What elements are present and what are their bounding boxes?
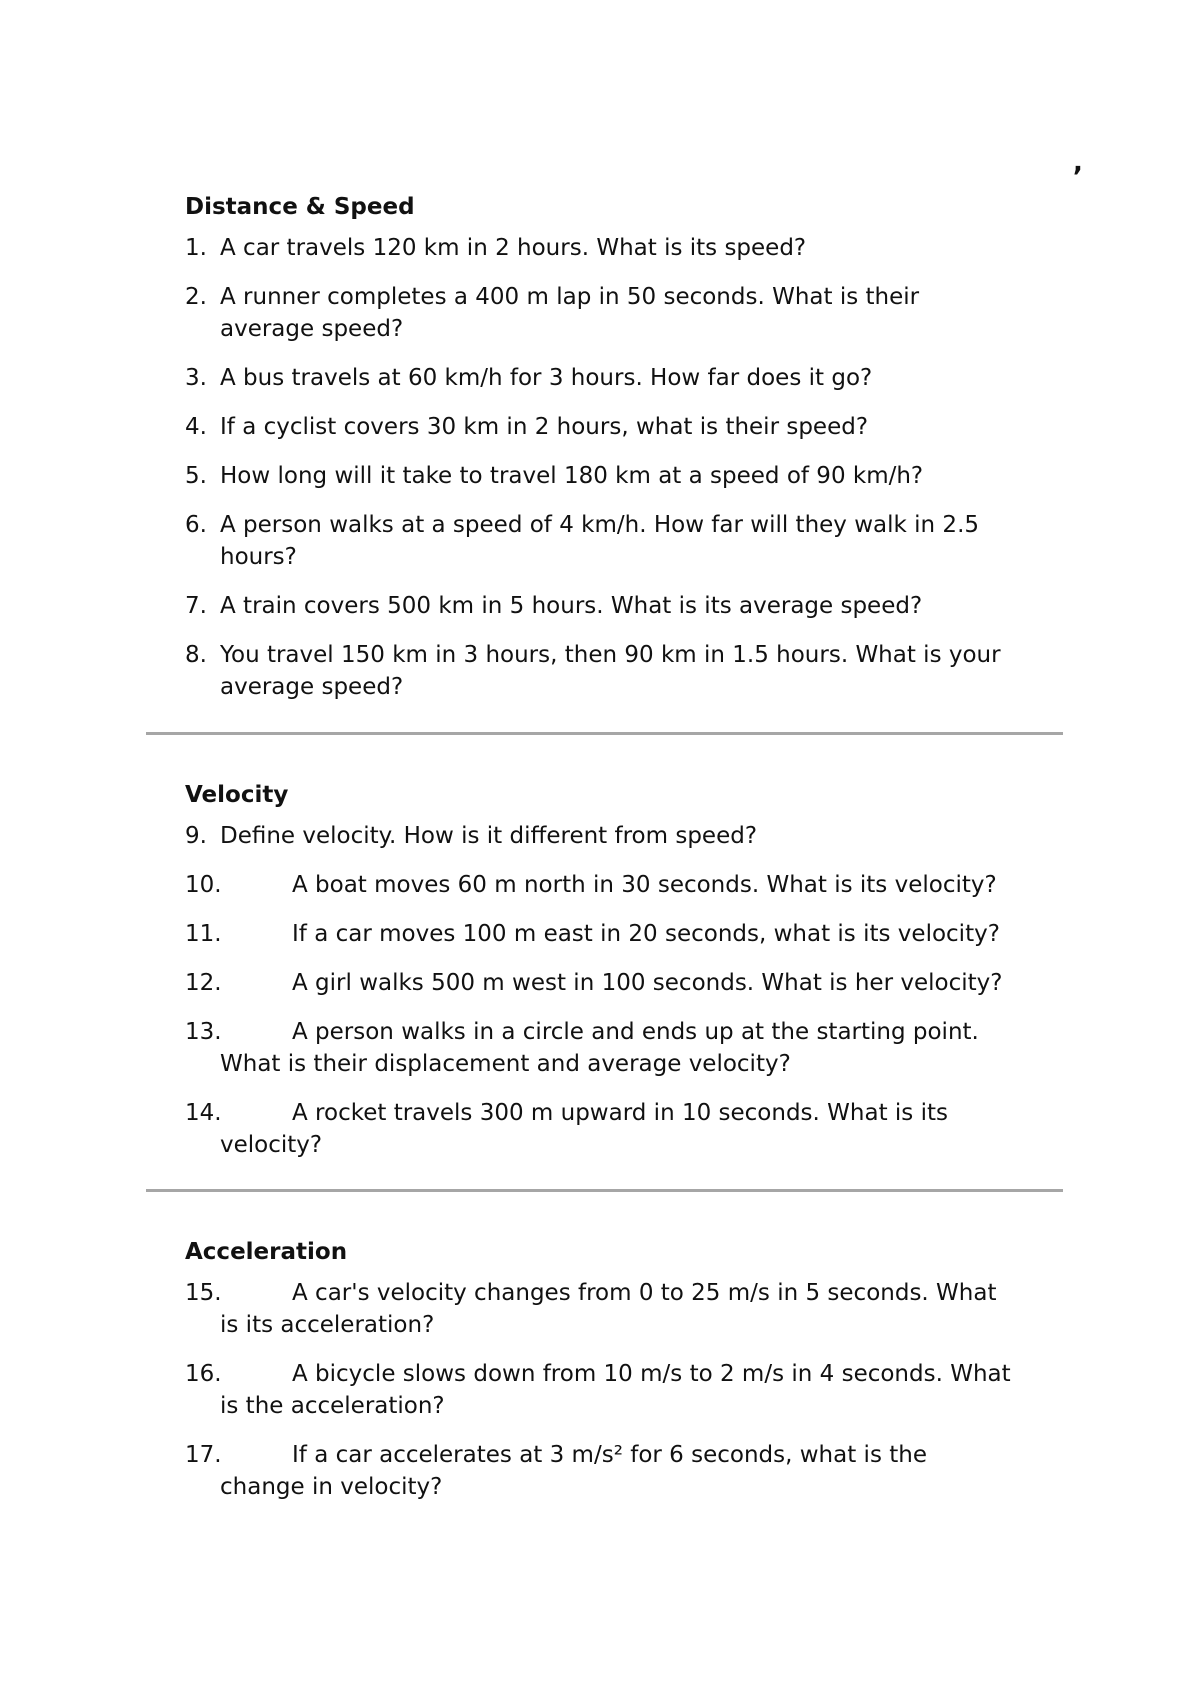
question-16 (185, 1358, 1065, 1422)
section-acceleration (185, 1235, 1065, 1520)
question-7 (185, 590, 1065, 622)
question-11 (185, 918, 1065, 950)
question-number: 2. (185, 284, 207, 310)
question-text-line-1: A car's velocity changes from 0 to 25 m/s in 5 seconds. What (292, 1280, 997, 1306)
question-number: 1. (185, 235, 207, 261)
question-text: How long will it take to travel 180 km at a speed of 90 km/h? (220, 463, 924, 489)
question-number: 8. (185, 642, 207, 668)
question-17 (185, 1439, 1065, 1503)
question-text-line-1: A bicycle slows down from 10 m/s to 2 m/s in 4 seconds. What (292, 1361, 1011, 1387)
question-8 (185, 639, 1065, 703)
section-velocity (185, 778, 1065, 1178)
section-heading: Acceleration (185, 1239, 348, 1265)
question-number: 9. (185, 823, 207, 849)
question-9 (185, 820, 1065, 852)
question-text-line-2: hours? (220, 544, 297, 570)
question-text-line-1: A person walks in a circle and ends up at the starting point. (292, 1019, 979, 1045)
section-divider (146, 732, 1063, 735)
question-text: If a car moves 100 m east in 20 seconds, what is its velocity? (292, 921, 1000, 947)
question-text-line-2: average speed? (220, 316, 404, 342)
question-number: 11. (185, 921, 222, 947)
question-text: A train covers 500 km in 5 hours. What is its average speed? (220, 593, 923, 619)
question-14 (185, 1097, 1065, 1161)
section-distance-speed (185, 190, 1065, 720)
question-13 (185, 1016, 1065, 1080)
question-number: 14. (185, 1100, 222, 1126)
question-text: A bus travels at 60 km/h for 3 hours. How far does it go? (220, 365, 873, 391)
question-text-line-1: If a car accelerates at 3 m/s² for 6 seconds, what is the (292, 1442, 927, 1468)
question-number: 3. (185, 365, 207, 391)
question-text: A car travels 120 km in 2 hours. What is its speed? (220, 235, 807, 261)
section-heading: Distance & Speed (185, 194, 415, 220)
question-text-line-2: What is their displacement and average velocity? (220, 1051, 791, 1077)
question-text-line-2: change in velocity? (220, 1474, 443, 1500)
question-text-line-2: average speed? (220, 674, 404, 700)
question-number: 10. (185, 872, 222, 898)
question-text: If a cyclist covers 30 km in 2 hours, what is their speed? (220, 414, 869, 440)
section-heading: Velocity (185, 782, 289, 808)
question-text-line-2: velocity? (220, 1132, 323, 1158)
question-text: A girl walks 500 m west in 100 seconds. What is her velocity? (292, 970, 1003, 996)
question-12 (185, 967, 1065, 999)
question-text-line-2: is the acceleration? (220, 1393, 445, 1419)
question-number: 12. (185, 970, 222, 996)
question-15 (185, 1277, 1065, 1341)
question-number: 4. (185, 414, 207, 440)
section-divider (146, 1189, 1063, 1192)
question-text: Define velocity. How is it different from speed? (220, 823, 758, 849)
question-4 (185, 411, 1065, 443)
question-text: A boat moves 60 m north in 30 seconds. What is its velocity? (292, 872, 997, 898)
question-6 (185, 509, 1065, 573)
question-number: 6. (185, 512, 207, 538)
question-text-line-1: A person walks at a speed of 4 km/h. How far will they walk in 2.5 (220, 512, 980, 538)
question-1 (185, 232, 1065, 264)
question-number: 7. (185, 593, 207, 619)
question-number: 16. (185, 1361, 222, 1387)
question-text-line-2: is its acceleration? (220, 1312, 435, 1338)
question-10 (185, 869, 1065, 901)
question-5 (185, 460, 1065, 492)
question-2 (185, 281, 1065, 345)
question-text-line-1: You travel 150 km in 3 hours, then 90 km in 1.5 hours. What is your (220, 642, 1001, 668)
question-number: 13. (185, 1019, 222, 1045)
question-number: 17. (185, 1442, 222, 1468)
question-text-line-1: A runner completes a 400 m lap in 50 seconds. What is their (220, 284, 920, 310)
corner-mark: , (1073, 148, 1083, 178)
question-number: 15. (185, 1280, 222, 1306)
question-3 (185, 362, 1065, 394)
question-text-line-1: A rocket travels 300 m upward in 10 seconds. What is its (292, 1100, 948, 1126)
question-number: 5. (185, 463, 207, 489)
